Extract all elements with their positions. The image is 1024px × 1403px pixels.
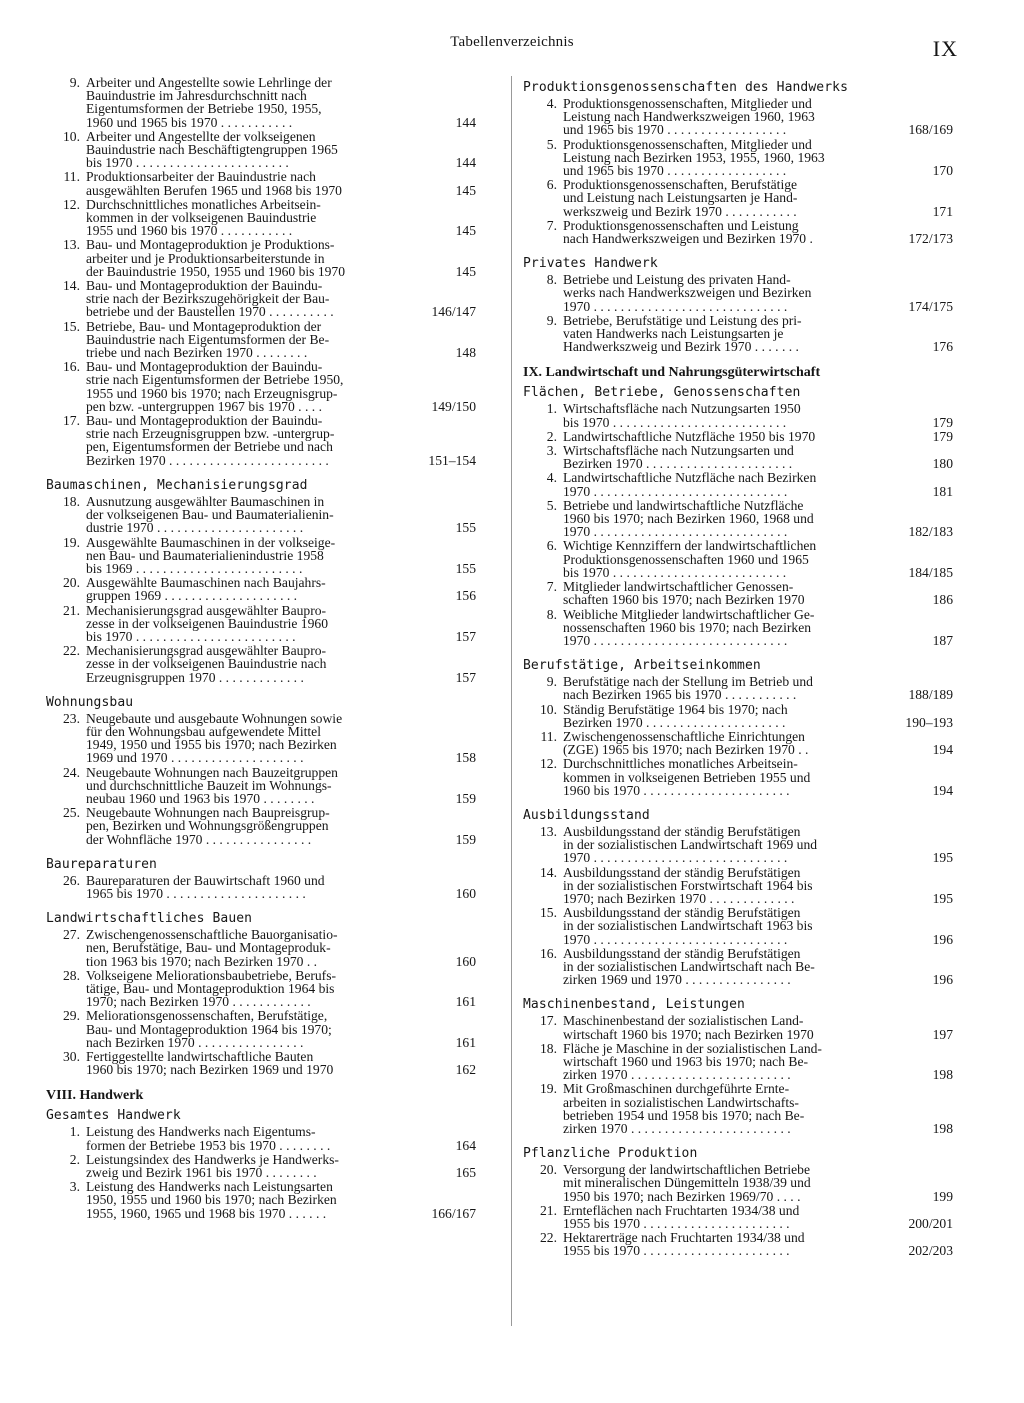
left-column <box>46 76 476 1221</box>
entry-title: Arbeiter und Angestellte der volkseigenen Bauindustrie nach Beschäftigtengruppen 1965 bis 1970 . . . . . . . . . . . . . . . . . . . . . . . <box>86 128 338 171</box>
entry-number: 5. <box>546 497 557 513</box>
toc-entry <box>46 495 476 535</box>
subsection-heading: Ausbildungsstand <box>523 807 650 823</box>
entry-page-number: 166/167 <box>431 1205 476 1221</box>
entry-page-number: 196 <box>932 972 953 988</box>
entry-number: 27. <box>63 927 80 943</box>
entry-page-number: 179 <box>932 414 953 430</box>
entry-number: 10. <box>63 128 80 144</box>
entry-title: Produktionsgenossenschaften, Mitglieder und Leistung nach Handwerkszweigen 1960, 1963 und 1965 bis 1970 . . . . . . . . . . . . . . . . . . <box>563 96 815 138</box>
entry-number: 12. <box>63 196 80 212</box>
entry-title: Durchschnittliches monatliches Arbeitsein- kommen in volkseigenen Betrieben 1955 und 1960 bis 1970 . . . . . . . . . . . . . . . . . . . . . . <box>563 756 811 798</box>
entry-number: 11. <box>540 728 557 744</box>
toc-entry <box>523 1042 953 1082</box>
entry-title: Landwirtschaftliche Nutzfläche 1950 bis 1970 <box>563 428 816 444</box>
entry-title: Mit Großmaschinen durchgeführte Ernte- arbeiten in sozialistischen Landwirtschafts- betrieben 1954 und 1958 bis 1970; nach Be- zirken 1970 . . . . . . . . . . . . . . . . . . . . . . . . <box>563 1081 805 1136</box>
subsection-heading: Wohnungsbau <box>46 694 134 710</box>
entry-number: 11. <box>63 169 80 185</box>
entry-number: 8. <box>546 606 557 622</box>
toc-entry <box>523 1014 953 1040</box>
running-header-title: Tabellenverzeichnis <box>450 34 574 50</box>
entry-number: 30. <box>63 1049 80 1064</box>
section-heading: IX. Landwirtschaft und Nahrungsgüterwirtschaft <box>523 365 821 381</box>
toc-entry <box>523 402 953 428</box>
entry-page-number: 151–154 <box>428 452 476 468</box>
entry-title: Zwischengenossenschaftliche Bauorganisatio- nen, Berufstätige, Bau- und Montageproduk- tion 1963 bis 1970; nach Bezirken 1970 . . <box>86 927 338 969</box>
entry-page-number: 148 <box>455 345 476 361</box>
toc-entry <box>523 1204 953 1230</box>
entry-page-number: 186 <box>932 592 953 608</box>
entry-title: Wirtschaftsfläche nach Nutzungsarten 1950 bis 1970 . . . . . . . . . . . . . . . . . . . . . . . . . . <box>563 401 801 430</box>
toc-entry <box>523 444 953 470</box>
entry-title: Ausbildungsstand der ständig Berufstätigen in der sozialistischen Landwirtschaft 1969 und 1970 . . . . . . . . . . . . . . . . . . . . . . . . . . . . . <box>563 823 818 866</box>
entry-page-number: 160 <box>455 885 476 901</box>
toc-entry <box>523 273 953 313</box>
entry-title: Mitglieder landwirtschaftlicher Genossen- schaften 1960 bis 1970; nach Bezirken 1970 <box>563 579 805 608</box>
toc-entry <box>523 1163 953 1203</box>
entry-number: 2. <box>546 428 557 444</box>
entry-number: 29. <box>63 1008 80 1024</box>
entry-title: Versorgung der landwirtschaftlichen Betriebe mit mineralischen Düngemitteln 1938/39 und 1950 bis 1970; nach Bezirken 1969/70 . . . . <box>563 1162 811 1204</box>
toc-entry <box>46 198 476 238</box>
entry-page-number: 199 <box>932 1188 953 1204</box>
entry-page-number: 145 <box>455 182 476 198</box>
entry-page-number: 202/203 <box>908 1243 953 1259</box>
entry-number: 13. <box>540 823 557 839</box>
entry-title: Leistung des Handwerks nach Eigentums- formen der Betriebe 1953 bis 1970 . . . . . . . . <box>86 1124 331 1153</box>
entry-page-number: 195 <box>932 890 953 906</box>
entry-title: Berufstätige nach der Stellung im Betrieb und nach Bezirken 1965 bis 1970 . . . . . . . . . . . <box>563 674 813 703</box>
entry-page-number: 157 <box>455 628 476 644</box>
toc-entry <box>46 414 476 467</box>
entry-page-number: 190–193 <box>905 714 953 730</box>
entry-page-number: 182/183 <box>908 524 953 540</box>
entry-number: 7. <box>546 579 557 595</box>
entry-page-number: 198 <box>932 1121 953 1136</box>
entry-number: 19. <box>63 534 80 550</box>
entry-title: Neugebaute Wohnungen nach Bauzeitgruppen und durchschnittliche Bauzeit im Wohnungs- neubau 1960 und 1963 bis 1970 . . . . . . . . <box>86 764 338 806</box>
entry-number: 7. <box>546 217 557 233</box>
toc-entry <box>523 947 953 987</box>
entry-number: 17. <box>63 413 80 429</box>
entry-page-number: 160 <box>455 953 476 969</box>
entry-title: Ständig Berufstätige 1964 bis 1970; nach Bezirken 1970 . . . . . . . . . . . . . . . . . . . . . <box>563 701 788 730</box>
toc-entry <box>523 866 953 906</box>
entry-number: 1. <box>546 401 557 417</box>
entry-page-number: 194 <box>932 782 953 798</box>
entry-page-number: 162 <box>455 1062 476 1078</box>
entry-title: Maschinenbestand der sozialistischen Land- wirtschaft 1960 bis 1970; nach Bezirken 1970 <box>563 1013 814 1042</box>
entry-title: Produktionsgenossenschaften, Mitglieder und Leistung nach Bezirken 1953, 1955, 1960, 1963 und 1965 bis 1970 . . . . . . . . . . . . . . . . . . <box>563 136 825 179</box>
entry-number: 16. <box>540 945 557 961</box>
entry-page-number: 168/169 <box>908 122 953 138</box>
entry-page-number: 156 <box>455 588 476 604</box>
entry-title: Weibliche Mitglieder landwirtschaftlicher Ge- nossenschaften 1960 bis 1970; nach Bezirken 1970 . . . . . . . . . . . . . . . . . . . . . . . . . . . . . <box>563 606 815 648</box>
entry-number: 28. <box>63 967 80 983</box>
subsection-heading: Maschinenbestand, Leistungen <box>523 997 745 1013</box>
entry-title: Produktionsgenossenschaften, Berufstätige und Leistung nach Leistungsarten je Hand- werkszweig und Bezirk 1970 . . . . . . . . . . . <box>563 177 798 219</box>
toc-entry <box>523 703 953 729</box>
entry-page-number: 200/201 <box>908 1216 953 1232</box>
entry-number: 16. <box>63 359 80 375</box>
toc-entry <box>46 576 476 602</box>
entry-number: 1. <box>69 1124 80 1140</box>
entry-page-number: 155 <box>455 520 476 536</box>
entry-page-number: 195 <box>932 850 953 866</box>
entry-number: 5. <box>546 136 557 152</box>
subsection-heading: Baureparaturen <box>46 856 157 872</box>
entry-title: Ausgewählte Baumaschinen nach Baujahrs- gruppen 1969 . . . . . . . . . . . . . . . . . . . . <box>86 575 326 604</box>
toc-entry <box>523 178 953 218</box>
entry-title: Baureparaturen der Bauwirtschaft 1960 und 1965 bis 1970 . . . . . . . . . . . . . . . . . . . . . <box>86 872 325 901</box>
entry-title: Ausbildungsstand der ständig Berufstätigen in der sozialistischen Landwirtschaft 1963 bis 1970 . . . . . . . . . . . . . . . . . . . . . . . . . . . . . <box>563 905 813 947</box>
entry-number: 20. <box>63 575 80 591</box>
entry-page-number: 157 <box>455 669 476 685</box>
subsection-heading: Flächen, Betriebe, Genossenschaften <box>523 385 801 401</box>
entry-page-number: 165 <box>455 1165 476 1181</box>
entry-page-number: 184/185 <box>908 564 953 580</box>
toc-entry <box>523 825 953 865</box>
entry-number: 20. <box>540 1162 557 1178</box>
entry-number: 15. <box>540 905 557 921</box>
toc-entry <box>523 97 953 137</box>
subsection-heading: Pflanzliche Produktion <box>523 1146 698 1162</box>
entry-page-number: 149/150 <box>431 398 476 414</box>
entry-number: 24. <box>63 764 80 780</box>
entry-number: 14. <box>63 278 80 294</box>
toc-entry <box>46 170 476 196</box>
entry-number: 9. <box>546 312 557 328</box>
entry-number: 15. <box>63 318 80 334</box>
entry-title: Mechanisierungsgrad ausgewählter Baupro- zesse in der volkseigenen Bauindustrie nach Erzeugnisgruppen 1970 . . . . . . . . . . . . . <box>86 643 327 685</box>
toc-entry <box>46 712 476 765</box>
entry-page-number: 181 <box>932 483 953 499</box>
toc-entry <box>46 1153 476 1179</box>
entry-number: 21. <box>540 1202 557 1218</box>
entry-page-number: 144 <box>455 114 476 130</box>
toc-entry <box>46 320 476 360</box>
toc-entry <box>46 928 476 968</box>
entry-page-number: 171 <box>932 203 953 219</box>
entry-title: Zwischengenossenschaftliche Einrichtungen (ZGE) 1965 bis 1970; nach Bezirken 1970 . . <box>563 728 809 758</box>
right-column <box>523 76 953 1259</box>
toc-entry <box>46 279 476 319</box>
toc-entry <box>46 806 476 846</box>
entry-title: Betriebe und landwirtschaftliche Nutzfläche 1960 bis 1970; nach Bezirken 1960, 1968 und 1970 . . . . . . . . . . . . . . . . . . . . . . . . . . . . . <box>563 497 814 540</box>
entry-page-number: 172/173 <box>908 231 953 247</box>
entry-title: Betriebe und Leistung des privaten Hand- werks nach Handwerkszweigen und Bezirken 1970 . . . . . . . . . . . . . . . . . . . . . . . . . . . . . <box>563 272 812 314</box>
entry-number: 9. <box>69 75 80 90</box>
entry-number: 2. <box>69 1151 80 1167</box>
entry-page-number: 198 <box>932 1067 953 1083</box>
entry-number: 8. <box>546 272 557 288</box>
column-divider <box>511 76 512 1326</box>
entry-page-number: 179 <box>932 428 953 444</box>
entry-title: Fläche je Maschine in der sozialistischen Land- wirtschaft 1960 und 1963 bis 1970; nach Be- zirken 1970 . . . . . . . . . . . . . . . . . . . . . . . . <box>563 1040 822 1083</box>
entry-title: Leistung des Handwerks nach Leistungsarten 1950, 1955 und 1960 bis 1970; nach Bezirken 1955, 1960, 1965 und 1968 bis 1970 . . . . . . <box>86 1179 337 1221</box>
entry-title: Mechanisierungsgrad ausgewählter Baupro- zesse in der volkseigenen Bauindustrie 1960 bis 1970 . . . . . . . . . . . . . . . . . . . . . . . . <box>86 602 328 644</box>
subsection-heading: Privates Handwerk <box>523 256 658 272</box>
entry-page-number: 146/147 <box>431 304 476 320</box>
entry-number: 17. <box>540 1013 557 1029</box>
entry-page-number: 155 <box>455 560 476 576</box>
entry-number: 18. <box>63 493 80 509</box>
entry-number: 23. <box>63 710 80 726</box>
entry-page-number: 176 <box>932 339 953 355</box>
entry-page-number: 159 <box>455 790 476 806</box>
entry-title: Neugebaute und ausgebaute Wohnungen sowie für den Wohnungsbau aufgewendete Mittel 1949, 1950 und 1955 bis 1970; nach Bezirken 1969 und 1970 . . . . . . . . . . . . . . . . . . . . <box>86 710 343 766</box>
toc-entry <box>523 906 953 946</box>
entry-number: 22. <box>540 1230 557 1246</box>
entry-page-number: 174/175 <box>908 298 953 314</box>
entry-number: 25. <box>63 805 80 821</box>
entry-page-number: 145 <box>455 223 476 239</box>
entry-number: 4. <box>546 96 557 111</box>
toc-entry <box>46 130 476 170</box>
entry-title: Wichtige Kennziffern der landwirtschaftlichen Produktionsgenossenschaften 1960 und 1965 bis 1970 . . . . . . . . . . . . . . . . . . . . . . . . . . <box>563 538 817 580</box>
entry-page-number: 196 <box>932 931 953 947</box>
entry-number: 14. <box>540 864 557 880</box>
entry-number: 21. <box>63 602 80 618</box>
subsection-heading: Gesamtes Handwerk <box>46 1108 181 1124</box>
entry-title: Fertiggestellte landwirtschaftliche Bauten 1960 bis 1970; nach Bezirken 1969 und 1970 <box>86 1049 334 1078</box>
subsection-heading: Berufstätige, Arbeitseinkommen <box>523 658 761 674</box>
entry-title: Landwirtschaftliche Nutzfläche nach Bezirken 1970 . . . . . . . . . . . . . . . . . . . . . . . . . . . . . <box>563 470 817 499</box>
toc-entry <box>46 1009 476 1049</box>
entry-number: 9. <box>546 674 557 690</box>
entry-page-number: 159 <box>455 831 476 847</box>
toc-entry <box>46 1050 476 1076</box>
toc-entry <box>523 730 953 756</box>
entry-number: 3. <box>69 1179 80 1195</box>
entry-title: Bau- und Montageproduktion der Bauindu- strie nach Erzeugnisgruppen bzw. -untergrup- pen, Eigentumsformen der Betriebe und nach Bezirken 1970 . . . . . . . . . . . . . . . . . . . . . . . . <box>86 413 335 468</box>
entry-title: Meliorationsgenossenschaften, Berufstätige, Bau- und Montageproduktion 1964 bis 1970; nach Bezirken 1970 . . . . . . . . . . . . . . . . <box>86 1008 332 1050</box>
entry-title: Bau- und Montageproduktion der Bauindu- strie nach Eigentumsformen der Betriebe 1950, 1955 und 1960 bis 1970; nach Erzeugnisgrup- pen bzw. -untergruppen 1967 bis 1970 . . . . <box>86 359 344 414</box>
entry-title: Leistungsindex des Handwerks je Handwerks- zweig und Bezirk 1961 bis 1970 . . . . . . . . <box>86 1151 339 1181</box>
entry-number: 26. <box>63 872 80 888</box>
entry-title: Ausgewählte Baumaschinen in der volkseige- nen Bau- und Baumaterialienindustrie 1958 bis 1969 . . . . . . . . . . . . . . . . . . . . . . . . . <box>86 534 336 576</box>
toc-entry <box>523 219 953 245</box>
entry-page-number: 161 <box>455 994 476 1010</box>
toc-entry <box>46 644 476 684</box>
entry-title: Ausbildungsstand der ständig Berufstätigen in der sozialistischen Landwirtschaft nach Be- zirken 1969 und 1970 . . . . . . . . . . . . . . . . <box>563 945 815 988</box>
entry-page-number: 194 <box>932 742 953 758</box>
entry-number: 13. <box>63 237 80 253</box>
entry-number: 18. <box>540 1040 557 1056</box>
entry-page-number: 158 <box>455 750 476 766</box>
entry-number: 6. <box>546 538 557 554</box>
entry-page-number: 144 <box>455 155 476 171</box>
entry-title: Produktionsarbeiter der Bauindustrie nach ausgewählten Berufen 1965 und 1968 bis 1970 <box>86 169 342 198</box>
entry-title: Ausbildungsstand der ständig Berufstätigen in der sozialistischen Forstwirtschaft 1964 bis 1970; nach Bezirken 1970 . . . . . . . . . . . . . <box>563 864 813 906</box>
toc-entry <box>46 969 476 1009</box>
toc-entry <box>523 580 953 606</box>
toc-entry <box>46 1180 476 1220</box>
entry-title: Neugebaute Wohnungen nach Baupreisgrup- pen, Bezirken und Wohnungsgrößengruppen der Wohnfläche 1970 . . . . . . . . . . . . . . . . <box>86 805 330 847</box>
toc-entry <box>523 138 953 178</box>
toc-entry <box>46 536 476 576</box>
page-number: IX <box>932 36 958 61</box>
toc-entry <box>46 1125 476 1151</box>
entry-title: Bau- und Montageproduktion der Bauindu- strie nach der Bezirkszugehörigkeit der Bau- betriebe und der Baustellen 1970 . . . . . . . . . . <box>86 278 334 320</box>
toc-entry <box>523 499 953 539</box>
toc-entry <box>46 604 476 644</box>
entry-number: 12. <box>540 756 557 772</box>
toc-entry <box>46 766 476 806</box>
entry-page-number: 161 <box>455 1034 476 1050</box>
section-heading: VIII. Handwerk <box>46 1088 144 1104</box>
entry-title: Volkseigene Meliorationsbaubetriebe, Berufs- tätige, Bau- und Montageproduktion 1964 bis 1970; nach Bezirken 1970 . . . . . . . . . . . . <box>86 967 337 1010</box>
toc-entry <box>46 874 476 900</box>
entry-title: Betriebe, Berufstätige und Leistung des pri- vaten Handwerks nach Leistungsarten je Handwerkszweig und Bezirk 1970 . . . . . . . <box>563 312 802 355</box>
toc-entry <box>46 76 476 129</box>
entry-number: 3. <box>546 443 557 459</box>
entry-title: Ausnutzung ausgewählter Baumaschinen in der volkseigenen Bau- und Baumaterialienin- dustrie 1970 . . . . . . . . . . . . . . . . . . . . . . <box>86 493 334 536</box>
entry-number: 22. <box>63 643 80 659</box>
entry-title: Ernteflächen nach Fruchtarten 1934/38 und 1955 bis 1970 . . . . . . . . . . . . . . . . . . . . . . <box>563 1202 800 1232</box>
entry-title: Produktionsgenossenschaften und Leistung nach Handwerkszweigen und Bezirken 1970 . <box>563 217 813 247</box>
toc-entry <box>523 608 953 648</box>
subsection-heading: Landwirtschaftliches Bauen <box>46 911 253 927</box>
subsection-heading: Produktionsgenossenschaften des Handwerks <box>523 80 848 95</box>
entry-page-number: 164 <box>455 1137 476 1153</box>
entry-number: 19. <box>540 1081 557 1097</box>
entry-title: Betriebe, Bau- und Montageproduktion der Bauindustrie nach Eigentumsformen der Be- triebe und nach Bezirken 1970 . . . . . . . . <box>86 318 330 361</box>
entry-number: 10. <box>540 701 557 717</box>
toc-entry <box>46 360 476 413</box>
toc-entry <box>523 757 953 797</box>
entry-title: Wirtschaftsfläche nach Nutzungsarten und Bezirken 1970 . . . . . . . . . . . . . . . . . . . . . . <box>563 443 794 472</box>
toc-entry <box>523 430 953 443</box>
toc-entry <box>523 314 953 354</box>
toc-entry <box>523 471 953 497</box>
entry-title: Bau- und Montageproduktion je Produktions- arbeiter und je Produktionsarbeiterstunde in der Bauindustrie 1950, 1955 und 1960 bis 1970 <box>86 237 346 279</box>
toc-entry <box>46 238 476 278</box>
entry-number: 6. <box>546 177 557 193</box>
subsection-heading: Baumaschinen, Mechanisierungsgrad <box>46 477 308 493</box>
entry-title: Durchschnittliches monatliches Arbeitsein- kommen in der volkseigenen Bauindustrie 1955 und 1960 bis 1970 . . . . . . . . . . . <box>86 196 321 239</box>
entry-page-number: 180 <box>932 456 953 472</box>
entry-page-number: 197 <box>932 1026 953 1042</box>
entry-page-number: 145 <box>455 263 476 279</box>
toc-entry <box>523 539 953 579</box>
entry-title: Arbeiter und Angestellte sowie Lehrlinge der Bauindustrie im Jahresdurchschnitt nach Eigentumsformen der Betriebe 1950, 1955, 1960 und 1965 bis 1970 . . . . . . . . . . . <box>86 75 332 130</box>
entry-title: Hektarerträge nach Fruchtarten 1934/38 und 1955 bis 1970 . . . . . . . . . . . . . . . . . . . . . . <box>563 1230 805 1259</box>
toc-entry <box>523 1231 953 1257</box>
entry-page-number: 188/189 <box>908 687 953 703</box>
entry-page-number: 187 <box>932 632 953 648</box>
entry-number: 4. <box>546 470 557 486</box>
toc-entry <box>523 1082 953 1135</box>
entry-page-number: 170 <box>932 163 953 179</box>
toc-entry <box>523 675 953 701</box>
